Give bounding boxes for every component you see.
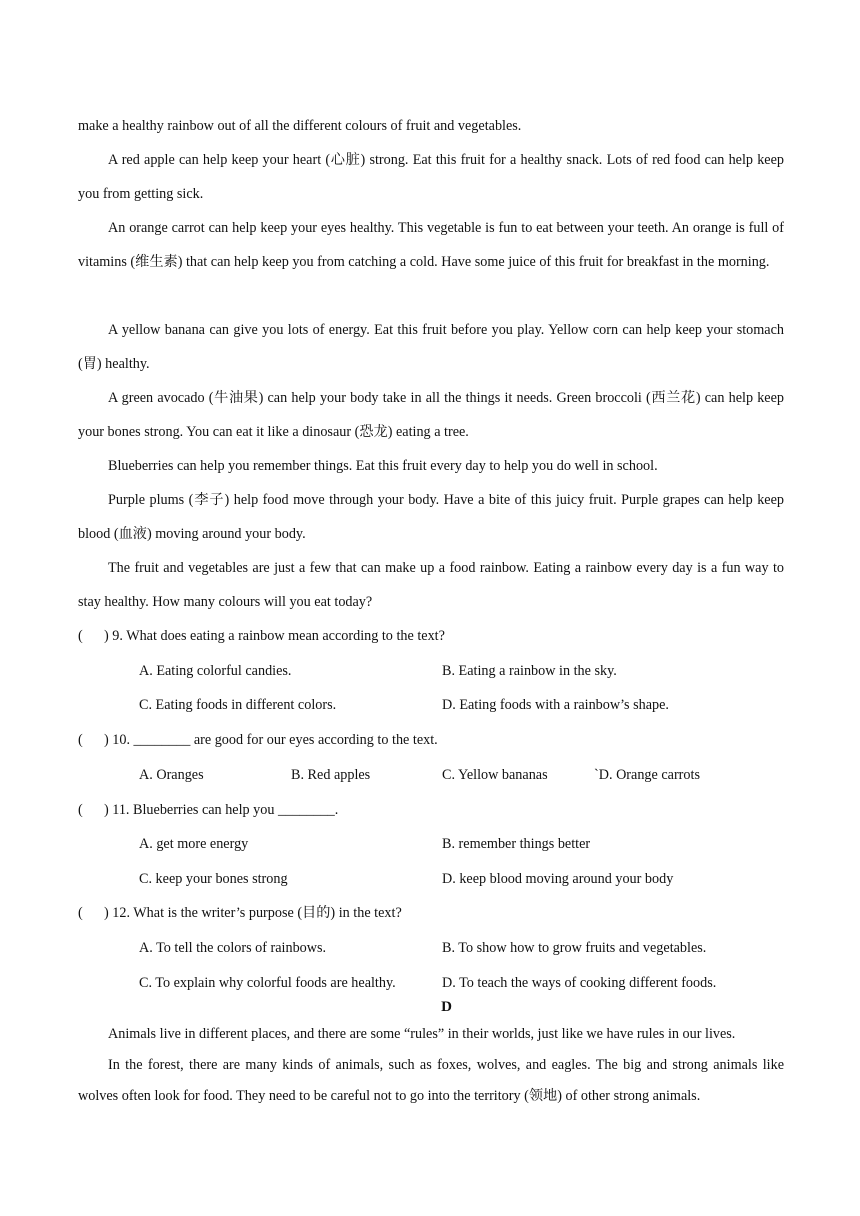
paragraph-animals-rules: Animals live in different places, and there are some “rules” in their worlds, just like we have rules in our lives. bbox=[108, 1026, 736, 1042]
paragraph-green-avocado: A green avocado (牛油果) can help your body take in all the things it needs. Green broccoli (西兰花) can help keep your bones strong. You can eat it like a dinosaur (恐龙) eating a tree. bbox=[78, 390, 784, 440]
paragraph-yellow-banana: A yellow banana can give you lots of energy. Eat this fruit before you play. Yellow corn can help keep your stomach (胃) healthy. bbox=[78, 322, 784, 372]
paragraph-orange-carrot: An orange carrot can help keep your eyes healthy. This vegetable is fun to eat between your teeth. An orange is full of vitamins (维生素) that can help keep you from catching a cold. Have some juice of this fruit for breakfast in the morning. bbox=[78, 220, 784, 270]
option-c: C. Eating foods in different colors. bbox=[139, 697, 337, 713]
question-10 bbox=[78, 730, 438, 750]
option-a: A. To tell the colors of rainbows. bbox=[139, 940, 327, 956]
option-d: D. To teach the ways of cooking different foods. bbox=[442, 975, 717, 991]
paragraph-conclusion: The fruit and vegetables are just a few that can make up a food rainbow. Eating a rainbow every day is a fun way to stay healthy. How many colours will you eat today? bbox=[78, 560, 784, 610]
paragraph-forest-animals: In the forest, there are many kinds of animals, such as foxes, wolves, and eagles. The big and strong animals like wolves often look for food. They need to be careful not to go into the territory (领地) of other strong animals. bbox=[78, 1057, 784, 1104]
option-a: A. get more energy bbox=[139, 836, 249, 852]
question-12 bbox=[78, 903, 402, 923]
answer-blank[interactable]: ( bbox=[78, 628, 83, 644]
option-b: B. Red apples bbox=[291, 767, 371, 783]
option-b: B. Eating a rainbow in the sky. bbox=[442, 663, 617, 679]
option-d: `D. Orange carrots bbox=[594, 767, 700, 783]
option-b: B. remember things better bbox=[442, 836, 591, 852]
paragraph-intro-end: make a healthy rainbow out of all the different colours of fruit and vegetables. bbox=[78, 118, 522, 134]
question-11 bbox=[78, 800, 338, 820]
option-c: C. Yellow bananas bbox=[442, 767, 548, 783]
answer-blank[interactable]: ( bbox=[78, 732, 83, 748]
question-9 bbox=[78, 626, 445, 646]
option-c: C. keep your bones strong bbox=[139, 871, 288, 887]
answer-blank[interactable]: ( bbox=[78, 905, 83, 921]
option-a: A. Eating colorful candies. bbox=[139, 663, 292, 679]
option-c: C. To explain why colorful foods are healthy. bbox=[139, 975, 396, 991]
paragraph-purple-plums: Purple plums (李子) help food move through your body. Have a bite of this juicy fruit. Purple grapes can help keep blood (血液) moving around your body. bbox=[78, 492, 784, 542]
question-stem: ) 10. ________ are good for our eyes according to the text. bbox=[104, 732, 438, 748]
option-d: D. Eating foods with a rainbow’s shape. bbox=[442, 697, 669, 713]
option-a: A. Oranges bbox=[139, 767, 204, 783]
paragraph-red-apple: A red apple can help keep your heart (心脏) strong. Eat this fruit for a healthy snack. Lots of red food can help keep you from getting sick. bbox=[78, 152, 784, 202]
option-d: D. keep blood moving around your body bbox=[442, 871, 674, 887]
question-stem: ) 11. Blueberries can help you ________. bbox=[104, 802, 339, 818]
section-heading: D bbox=[441, 999, 452, 1015]
question-stem: ) 12. What is the writer’s purpose (目的) in the text? bbox=[104, 905, 402, 921]
option-b: B. To show how to grow fruits and vegetables. bbox=[442, 940, 707, 956]
question-stem: ) 9. What does eating a rainbow mean according to the text? bbox=[104, 628, 445, 644]
paragraph-blueberries: Blueberries can help you remember things. Eat this fruit every day to help you do well in school. bbox=[108, 458, 658, 474]
answer-blank[interactable]: ( bbox=[78, 802, 83, 818]
